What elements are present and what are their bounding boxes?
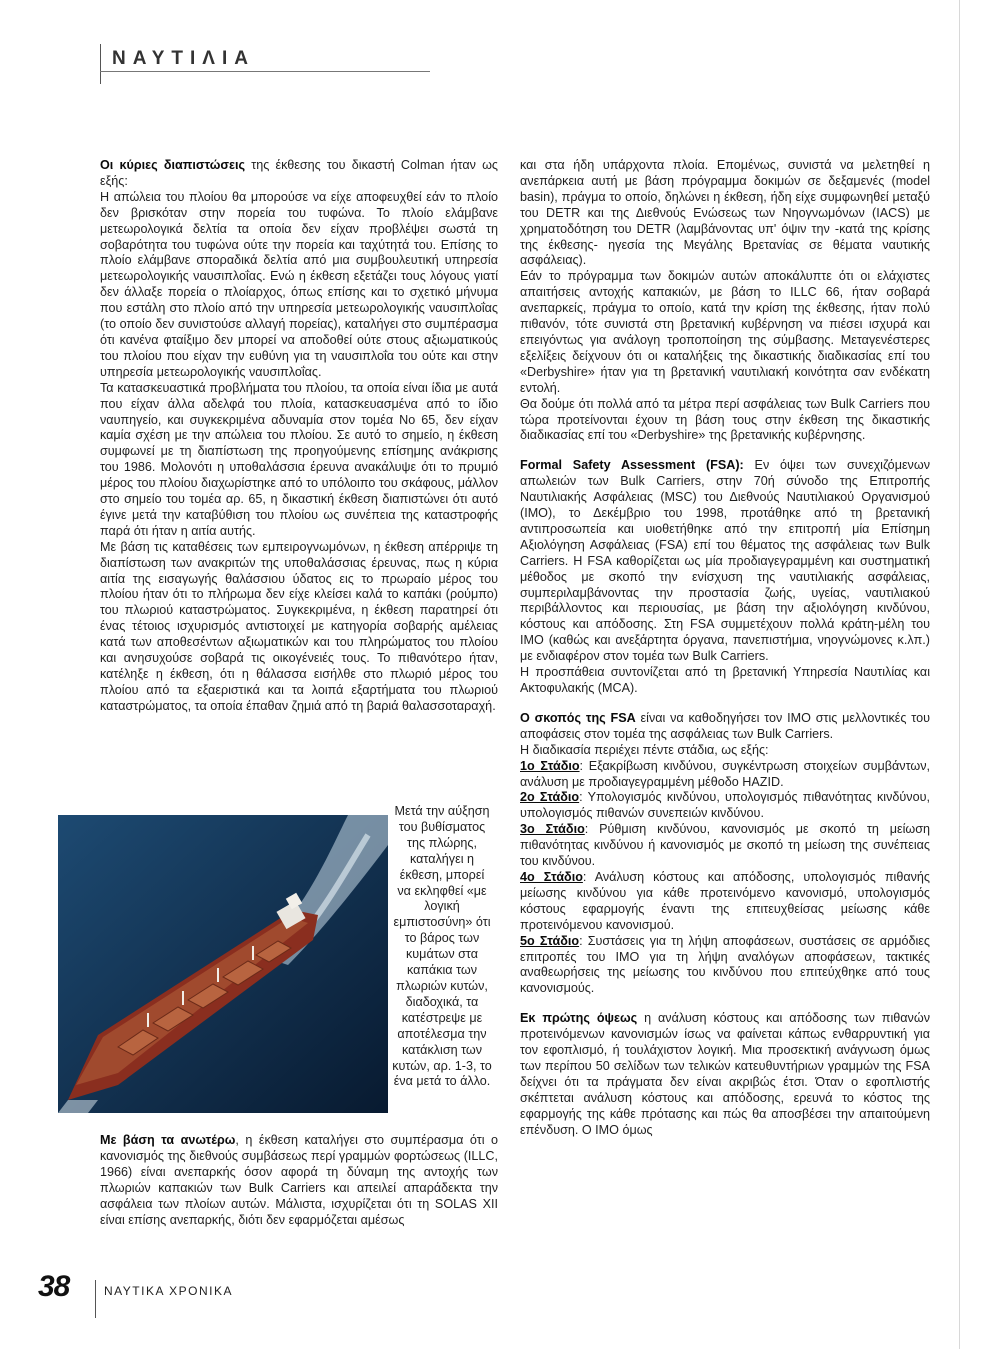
stage-label: 4ο Στάδιο <box>520 869 583 884</box>
stage-label: 1ο Στάδιο <box>520 758 580 773</box>
spacer <box>520 444 930 458</box>
left-paragraph-1: Οι κύριες διαπιστώσεις της έκθεσης του δικαστή Colman ήταν ως εξής: <box>100 158 498 188</box>
left-paragraph-4: Με βάση τις καταθέσεις των εμπειρογνωμόνων, η έκθεση απέρριψε τη διαπίστωση των ανακριτών της υποθαλάσσιας έρευνας, πως η κύρια αιτία της εισαγωγής θαλάσσιου ύδατος εις το πρωραίο μέρος του πλοίου ήταν ότι το πλήρωμα δεν είχε κλείσει καλά το καπάκι (ρούμπο) του πλωριού καταστρώματος. Συγκεκριμένα, η έκθεση παρατηρεί ότι ένας τέτοιος ισχυρισμός αντιστοιχεί με κατηγορία σοβαρής αμέλειας κατά των αποθεσέντων αξιωματικών και του πληρώματος του πλοίου και ανησυχούσε σοβαρά τις οικογένειές τους. Το πιθανότερο ήταν, κατέληξε η έκθεση, ότι η θάλασσα εισήλθε στο πλωριό μέρος του πλοίου από τα εξαεριστικά και τα λοιπά εξαρτήματα του πλωριού καταστρώματος, τα οποία έπαθαν ζημιά από τη βαριά θαλασσοταραχή. <box>100 539 498 713</box>
stage-item: 2ο Στάδιο: Υπολογισμός κινδύνου, υπολογισμός πιθανότητας κινδύνου, υπολογισμός πιθανών συνεπειών κινδύνου. <box>520 790 930 821</box>
stage-label: 3ο Στάδιο <box>520 822 585 837</box>
lead-fsa-purpose: Ο σκοπός της FSA <box>520 710 636 725</box>
stage-item: 5ο Στάδιο: Συστάσεις για τη λήψη αποφάσεων, συστάσεις σε αρμόδιες επιτροπές του IMO για τη λήψη αναλόγων αποφάσεων, τακτικές αναθεωρήσεις της μείωσης του κινδύνου που επιτεύχθηκε από τους κανονισμούς. <box>520 933 930 996</box>
right-paragraph-fsa: Formal Safety Assessment (FSA): Εν όψει των συνεχιζόμενων απωλειών των Bulk Carriers, στην 70ή σύνοδο της Επιτροπής Ναυτιλιακής Ασφάλειας (MSC) του Διεθνούς Ναυτιλιακού Οργανισμού (IMO), το Δεκέμβριο του 1998, προτάθηκε από τη βρετανική αντιπροσωπεία και υιοθετήθηκε από την επιτροπή μία Επίσημη Αξιολόγηση Ασφάλειας (FSA) επί του θέματος της ασφάλειας των Bulk Carriers. Η FSA καθορίζεται ως μία προδιαγεγραμμένη και συστηματική μέθοδος με σκοπό την ενίσχυση της ναυτιλιακής ασφάλειας, συμπεριλαμβάνοντας την προστασία ζωής, υγείας, ναυτιλιακού περιβάλλοντος και περιουσίας, με βάση την αξιολόγηση κινδύνου, κόστους και απόδοσης. Στη FSA συμμετέχουν πολλά κράτη-μέλη του IMO (καθώς και ανεξάρτητα όργανα, πανεπιστήμια, νηογνώμονες κ.λπ.) με ενδιαφέρον στον τομέα των Bulk Carriers. <box>520 458 930 664</box>
section-header <box>100 44 430 72</box>
right-paragraph-stages-intro: Η διαδικασία περιέχει πέντε στάδια, ως εξής: <box>520 742 769 757</box>
footer-divider <box>95 1280 96 1318</box>
left-paragraph-5: Με βάση τα ανωτέρω, η έκθεση καταλήγει στο συμπέρασμα ότι ο κανονισμός της διεθνούς συμβάσεως περί γραμμών φορτώσεως (ILLC, 1966) είναι ανεπαρκής όσον αφορά τη δύναμη της αντοχής των πλωριών καπακιών των Bulk Carriers και απειλεί απαράδεκτα την ασφάλεια των πλοίων αυτών. Μάλιστα, ισχυρίζεται ότι τη SOLAS XII είναι επίσης ανεπαρκής, διότι δεν εφαρμόζεται αμέσως <box>100 1133 498 1227</box>
spacer <box>520 997 930 1011</box>
lead-main-findings: Οι κύριες διαπιστώσεις <box>100 158 246 172</box>
left-column <box>100 158 498 715</box>
left-paragraph-2: Η απώλεια του πλοίου θα μπορούσε να είχε αποφευχθεί εάν το πλοίο δεν βρισκόταν στην πορεία του τυφώνα. Το πλοίο ελάμβανε μετεωρολογικά δελτία τα οποία δεν είχαν προβλέψει σωστά τη σοβαρότητα του τυφώνα ούτε την πορεία και ταχύτητά του. Επίσης το πλοίο ελάμβανε σποραδικά δελτία από μια συμβουλευτική υπηρεσία μετεωρολογικής ναυσιπλοΐας. Ενώ η έκθεση εξετάζει τους λόγους γιατί δεν άλλαξε πορεία ο πλοίαρχος, όπως επίσης και το σχετικό μήνυμα που εστάλη στο πλοίο από την υπηρεσία μετεωρολογικής ναυσιπλοΐας (το οποίο δεν συνιστούσε αλλαγή πορείας), καταλήγει στο συμπέρασμα ότι κανένα φταίξιμο δεν μπορεί να αποδοθεί ούτε στους αξιωματικούς του πλοίου που είχαν την ευθύνη για τη ναυσιπλοΐα του ούτε και στην υπηρεσία μετεωρολογικής ναυσιπλοΐας. <box>100 189 498 379</box>
page-edge-line <box>959 0 960 1349</box>
stage-label: 2ο Στάδιο <box>520 790 580 805</box>
bulk-carrier-photo <box>58 815 388 1113</box>
right-paragraph-3: Θα δούμε ότι πολλά από τα μέτρα περί ασφάλειας των Bulk Carriers που τώρα προτείνονται έχουν τη βάση τους στην έκθεση της δικαστικής διαδικασίας επί του «Derbyshire» της βρετανικής κυβέρνησης. <box>520 396 930 443</box>
left-paragraph-3: Τα κατασκευαστικά προβλήματα του πλοίου, τα οποία είναι ίδια με αυτά που είχαν άλλα αδελφά του πλοία, κατασκευασμένα από το ίδιο ναυπηγείο, και συγκεκριμένα αδυναμία στον τομέα Νο 65, δεν είχαν καμία σχέση με την απώλεια του πλοίου. Σε αυτό το σημείο, η έκθεση συμφωνεί με τη διαπίστωση της προηγούμενης επίσημης ανάκρισης του 1986. Μολονότι η υποθαλάσσια έρευνα ανακάλυψε ότι το πρυμιό μέρος του πλοίου διαχωρίστηκε από το υπόλοιπο του σκάφους, μάλλον στο σημείο του τομέα αρ. 65, η δικαστική έκθεση διαπιστώνει ότι αυτό έγινε μετά την καταβύθιση του πλοίου ως συνέπεια της καταστροφής παρά ότι ήταν η αιτία αυτής. <box>100 380 498 538</box>
section-title: ΝΑΥΤΙΛΙΑ <box>112 48 255 69</box>
photo-side-text: Μετά την αύξηση του βυθίσματος της πλώρης, καταλήγει η έκθεση, μπορεί να εκληφθεί «με λογική εμπιστοσύνη» ότι το βάρος των κυμάτων στα καπάκια των πλωριών κυτών, διαδοχικά, τα κατέστρεψε με αποτέλεσμα την κατάκλιση των κυτών, αρ. 1-3, το ένα μετά το άλλο. <box>392 804 492 1089</box>
magazine-name: ΝΑΥΤΙΚΑ ΧΡΟΝΙΚΑ <box>104 1284 233 1298</box>
right-paragraph-1: και στα ήδη υπάρχοντα πλοία. Επομένως, συνιστά να μελετηθεί η ανεπάρκεια αυτή με βάση πρόγραμμα δοκιμών σε δεξαμενές (model basin), πράγμα το οποίο, δηλώνει η έκθεση, ήδη είχε συμφωνηθεί μεταξύ του DETR και της Διεθνούς Ενώσεως των Νηογνωμόνων (IACS) με χρηματοδότηση του DETR (λαμβάνοντας υπ' όψιν την -κατά της κρίσης της έκθεσης- ηγεσία της Μεγάλης Βρετανίας σε θέματα ναυτικής ασφάλειας). <box>520 158 930 268</box>
page-number: 38 <box>38 1270 70 1303</box>
lead-based-on-above: Με βάση τα ανωτέρω <box>100 1133 236 1147</box>
right-paragraph-first-glance: Εκ πρώτης όψεως η ανάλυση κόστους και απόδοσης των πιθανών προτεινόμενων κανονισμών ίσως να φαίνεται κάπως ενθαρρυντική για τον εφοπλισμό, ή τουλάχιστον λογική. Μια προσεκτική ανάγνωση όμως των περίπου 50 σελίδων των τελικών κατευθυντήριων γραμμών της FSA δείχνει ότι τα πράγματα δεν είναι ακριβώς έτσι. Όταν ο εφοπλιστής σκέπτεται ανάλυση κόστους και απόδοσης, ερευνά το κόστος της εφαρμογής της κάθε πρότασης και πώς θα αποσβέσει την απαιτούμενη επένδυση. Ο IMO όμως <box>520 1011 930 1137</box>
lead-fsa: Formal Safety Assessment (FSA): <box>520 458 744 473</box>
spacer <box>520 697 930 711</box>
stage-label: 5ο Στάδιο <box>520 933 580 948</box>
header-divider <box>100 44 101 84</box>
left-column-bottom <box>100 1133 498 1228</box>
stage-item: 3ο Στάδιο: Ρύθμιση κινδύνου, κανονισμός με σκοπό τη μείωση πιθανότητας κινδύνου ή κανονισμός με σκοπό τη μείωση της συνέπειας του κινδύνου. <box>520 822 930 869</box>
right-paragraph-purpose: Ο σκοπός της FSA είναι να καθοδηγήσει τον IMO στις μελλοντικές του αποφάσεις στον τομέα της ασφάλειας των Bulk Carriers. <box>520 710 930 741</box>
header-rule <box>100 71 430 72</box>
stage-item: 1ο Στάδιο: Εξακρίβωση κινδύνου, συγκέντρωση στοιχείων συμβάντων, ανάλυση με προδιαγεγραμμένη μέθοδο HAZID. <box>520 758 930 789</box>
right-paragraph-mca: Η προσπάθεια συντονίζεται από τη βρετανική Υπηρεσία Ναυτιλίας και Ακτοφυλακής (MCA). <box>520 665 930 695</box>
right-column <box>520 158 930 1138</box>
stage-item: 4ο Στάδιο: Ανάλυση κόστους και απόδοσης, υπολογισμός πιθανής μείωσης κινδύνου για κάθε προτεινόμενο κανονισμό, υπολογισμός κόστους εφαρμογής έναντι της επιτευχθείσας μείωσης κάθε προτεινόμενου κανονισμού. <box>520 869 930 932</box>
lead-first-glance: Εκ πρώτης όψεως <box>520 1011 638 1026</box>
right-paragraph-2: Εάν το πρόγραμμα των δοκιμών αυτών αποκάλυπτε ότι οι ελάχιστες απαιτήσεις αντοχής καπακιών, με βάση το ILLC 66, ήταν σοβαρά ανεπαρκείς, πράγμα το οποίο, κατά την κρίση της έκθεσης, ήταν πολύ πιθανόν, τότε συνιστά στη βρετανική κυβέρνηση να πιέσει ισχυρά και επειγόντως για ανάλογη τροποποίηση της σύμβασης. Μεταγενέστερες εξελίξεις δείχνουν ότι οι καταλήξεις της δικαστικής διαδικασίας επί του «Derbyshire» ήταν για τη βρετανική ναυτιλιακή κοινότητα σαν ενδέκατη εντολή. <box>520 269 930 395</box>
page-footer <box>38 1270 238 1310</box>
